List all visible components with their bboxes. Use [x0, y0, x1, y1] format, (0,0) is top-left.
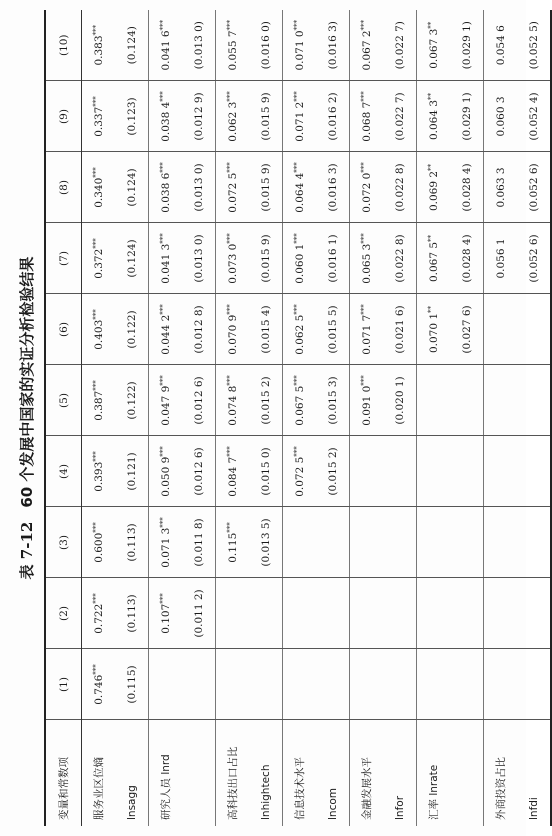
- coefficient-value: 0.074 8: [227, 385, 239, 426]
- standard-error-cell: [517, 294, 551, 365]
- standard-error-cell: (0.016 2): [316, 81, 350, 152]
- table-row-coefficient: [350, 10, 384, 826]
- standard-error-cell: (0.028 4): [450, 152, 484, 223]
- significance-stars: ***: [226, 91, 234, 102]
- table-row-coefficient: [417, 10, 451, 826]
- coefficient-value: 0.071 0: [294, 30, 306, 71]
- significance-stars: ***: [159, 233, 167, 244]
- standard-error-cell: (0.022 7): [383, 10, 417, 81]
- standard-error-cell: [316, 649, 350, 720]
- table-body: [82, 10, 552, 826]
- coefficient-cell: [149, 152, 183, 223]
- significance-stars: ***: [92, 309, 100, 320]
- standard-error-cell: (0.016 3): [316, 10, 350, 81]
- coefficient-value: 0.383: [93, 35, 105, 66]
- header-col-8: (8): [45, 152, 82, 223]
- significance-stars: ***: [159, 593, 167, 604]
- coefficient-cell: [149, 365, 183, 436]
- coefficient-cell: [149, 649, 183, 720]
- coefficient-cell: [283, 649, 317, 720]
- coefficient-cell: [82, 507, 116, 578]
- coefficient-cell: [82, 578, 116, 649]
- significance-stars: ***: [293, 375, 301, 386]
- table-row-coefficient: [484, 10, 518, 826]
- standard-error-cell: (0.012 8): [182, 294, 216, 365]
- standard-error-cell: [249, 649, 283, 720]
- coefficient-value: 0.067 2: [361, 30, 373, 71]
- row-label-code: lnfdi: [517, 720, 551, 826]
- standard-error-cell: (0.124): [115, 223, 149, 294]
- standard-error-cell: (0.012 6): [182, 436, 216, 507]
- standard-error-cell: [383, 507, 417, 578]
- coefficient-cell: [82, 81, 116, 152]
- coefficient-cell: [350, 436, 384, 507]
- coefficient-cell: [350, 507, 384, 578]
- header-col-2: (2): [45, 578, 82, 649]
- coefficient-cell: [484, 365, 518, 436]
- row-label-variable: 外商投资占比: [484, 720, 518, 826]
- standard-error-cell: [517, 507, 551, 578]
- row-label-variable: 研究人员 lnrd: [149, 720, 183, 826]
- coefficient-cell: [484, 436, 518, 507]
- regression-results-table: [44, 10, 552, 826]
- coefficient-cell: [417, 10, 451, 81]
- coefficient-value: 0.393: [93, 461, 105, 492]
- significance-stars: ***: [293, 446, 301, 457]
- coefficient-value: 0.340: [93, 177, 105, 208]
- standard-error-cell: (0.011 8): [182, 507, 216, 578]
- standard-error-cell: (0.052 5): [517, 10, 551, 81]
- significance-stars: ***: [226, 304, 234, 315]
- standard-error-cell: (0.015 9): [249, 223, 283, 294]
- coefficient-value: 0.055 7: [227, 30, 239, 71]
- coefficient-cell: [283, 365, 317, 436]
- significance-stars: **: [427, 21, 435, 29]
- table-row-standard-error: [115, 10, 149, 826]
- standard-error-cell: (0.029 1): [450, 81, 484, 152]
- coefficient-cell: [82, 365, 116, 436]
- standard-error-cell: (0.022 8): [383, 152, 417, 223]
- coefficient-value: 0.054 6: [495, 25, 507, 66]
- table-row-standard-error: [316, 10, 350, 826]
- standard-error-cell: (0.124): [115, 152, 149, 223]
- header-variable: 变量和常数项: [45, 720, 82, 826]
- row-label-variable: 服务业区位熵: [82, 720, 116, 826]
- standard-error-cell: (0.015 9): [249, 152, 283, 223]
- standard-error-cell: [249, 578, 283, 649]
- significance-stars: ***: [92, 238, 100, 249]
- significance-stars: ***: [226, 162, 234, 173]
- coefficient-value: 0.072 0: [361, 172, 373, 213]
- coefficient-cell: [82, 10, 116, 81]
- coefficient-value: 0.060 1: [294, 243, 306, 284]
- significance-stars: ***: [92, 593, 100, 604]
- coefficient-cell: [417, 436, 451, 507]
- coefficient-cell: [350, 223, 384, 294]
- coefficient-cell: [350, 649, 384, 720]
- coefficient-cell: [149, 436, 183, 507]
- significance-stars: ***: [159, 375, 167, 386]
- standard-error-cell: [450, 649, 484, 720]
- standard-error-cell: [517, 365, 551, 436]
- standard-error-cell: (0.123): [115, 81, 149, 152]
- coefficient-value: 0.071 7: [361, 314, 373, 355]
- significance-stars: ***: [360, 233, 368, 244]
- coefficient-value: 0.062 5: [294, 314, 306, 355]
- table-row-coefficient: [149, 10, 183, 826]
- coefficient-cell: [484, 294, 518, 365]
- table-row-standard-error: [450, 10, 484, 826]
- standard-error-cell: (0.020 1): [383, 365, 417, 436]
- coefficient-cell: [216, 10, 250, 81]
- significance-stars: ***: [92, 167, 100, 178]
- coefficient-value: 0.047 9: [160, 385, 172, 426]
- standard-error-cell: (0.013 5): [249, 507, 283, 578]
- coefficient-cell: [216, 81, 250, 152]
- row-label-code: [450, 720, 484, 826]
- coefficient-cell: [484, 578, 518, 649]
- standard-error-cell: (0.012 9): [182, 81, 216, 152]
- standard-error-cell: [517, 436, 551, 507]
- coefficient-value: 0.041 3: [160, 243, 172, 284]
- header-col-10: (10): [45, 10, 82, 81]
- standard-error-cell: [517, 578, 551, 649]
- coefficient-value: 0.072 5: [294, 456, 306, 497]
- standard-error-cell: (0.015 9): [249, 81, 283, 152]
- coefficient-value: 0.044 2: [160, 314, 172, 355]
- coefficient-value: 0.337: [93, 106, 105, 137]
- significance-stars: ***: [92, 96, 100, 107]
- significance-stars: **: [427, 305, 435, 313]
- coefficient-value: 0.091 0: [361, 385, 373, 426]
- row-label-variable: 高科技出口占比: [216, 720, 250, 826]
- coefficient-cell: [216, 365, 250, 436]
- coefficient-value: 0.065 3: [361, 243, 373, 284]
- standard-error-cell: (0.016 3): [316, 152, 350, 223]
- rotated-table-region: [10, 10, 540, 826]
- coefficient-value: 0.064 3: [428, 99, 440, 141]
- significance-stars: ***: [293, 233, 301, 244]
- standard-error-cell: [450, 507, 484, 578]
- standard-error-cell: [450, 436, 484, 507]
- standard-error-cell: (0.013 0): [182, 10, 216, 81]
- coefficient-value: 0.387: [93, 390, 105, 421]
- standard-error-cell: (0.015 2): [249, 365, 283, 436]
- coefficient-cell: [283, 81, 317, 152]
- row-label-code: lncom: [316, 720, 350, 826]
- standard-error-cell: [383, 649, 417, 720]
- significance-stars: ***: [226, 233, 234, 244]
- header-col-4: (4): [45, 436, 82, 507]
- coefficient-value: 0.115: [227, 532, 239, 563]
- coefficient-cell: [417, 223, 451, 294]
- table-number: 表 7-12: [18, 521, 36, 580]
- significance-stars: ***: [92, 451, 100, 462]
- table-row-standard-error: [517, 10, 551, 826]
- row-label-code: [182, 720, 216, 826]
- significance-stars: ***: [293, 91, 301, 102]
- significance-stars: ***: [159, 162, 167, 173]
- standard-error-cell: (0.113): [115, 507, 149, 578]
- standard-error-cell: (0.021 6): [383, 294, 417, 365]
- significance-stars: **: [427, 163, 435, 171]
- coefficient-value: 0.072 5: [227, 172, 239, 213]
- standard-error-cell: (0.015 5): [316, 294, 350, 365]
- significance-stars: ***: [226, 375, 234, 386]
- significance-stars: ***: [360, 162, 368, 173]
- standard-error-cell: (0.124): [115, 10, 149, 81]
- header-col-7: (7): [45, 223, 82, 294]
- significance-stars: ***: [226, 446, 234, 457]
- significance-stars: ***: [293, 162, 301, 173]
- coefficient-cell: [350, 365, 384, 436]
- coefficient-cell: [283, 152, 317, 223]
- header-col-6: (6): [45, 294, 82, 365]
- table-row-standard-error: [249, 10, 283, 826]
- coefficient-cell: [350, 578, 384, 649]
- coefficient-value: 0.071 3: [160, 527, 172, 568]
- coefficient-cell: [417, 507, 451, 578]
- coefficient-cell: [82, 294, 116, 365]
- coefficient-cell: [350, 294, 384, 365]
- coefficient-cell: [82, 223, 116, 294]
- standard-error-cell: (0.013 0): [182, 152, 216, 223]
- coefficient-value: 0.062 3: [227, 101, 239, 142]
- significance-stars: ***: [293, 304, 301, 315]
- standard-error-cell: (0.016 0): [249, 10, 283, 81]
- significance-stars: **: [427, 234, 435, 242]
- coefficient-cell: [417, 81, 451, 152]
- coefficient-cell: [350, 10, 384, 81]
- coefficient-value: 0.073 0: [227, 243, 239, 284]
- table-row-standard-error: [383, 10, 417, 826]
- coefficient-cell: [350, 152, 384, 223]
- standard-error-cell: (0.113): [115, 578, 149, 649]
- coefficient-value: 0.038 4: [160, 101, 172, 142]
- significance-stars: ***: [360, 19, 368, 31]
- standard-error-cell: [316, 507, 350, 578]
- row-label-variable: 汇率 lnrate: [417, 720, 451, 826]
- coefficient-cell: [283, 578, 317, 649]
- coefficient-value: 0.107: [160, 603, 172, 634]
- coefficient-value: 0.056 1: [495, 238, 507, 279]
- standard-error-cell: [316, 578, 350, 649]
- coefficient-cell: [216, 223, 250, 294]
- coefficient-cell: [484, 507, 518, 578]
- standard-error-cell: (0.115): [115, 649, 149, 720]
- coefficient-value: 0.071 2: [294, 101, 306, 142]
- header-col-5: (5): [45, 365, 82, 436]
- table-row-coefficient: [82, 10, 116, 826]
- coefficient-cell: [149, 294, 183, 365]
- significance-stars: ***: [226, 19, 234, 31]
- row-label-code: lnfor: [383, 720, 417, 826]
- standard-error-cell: [182, 649, 216, 720]
- coefficient-cell: [82, 152, 116, 223]
- row-label-variable: 金融发展水平: [350, 720, 384, 826]
- significance-stars: ***: [360, 304, 368, 315]
- table-row-coefficient: [216, 10, 250, 826]
- standard-error-cell: (0.028 4): [450, 223, 484, 294]
- standard-error-cell: (0.012 6): [182, 365, 216, 436]
- coefficient-value: 0.067 5: [428, 241, 440, 283]
- table-caption: [12, 10, 42, 826]
- coefficient-value: 0.070 9: [227, 314, 239, 355]
- coefficient-cell: [216, 507, 250, 578]
- standard-error-cell: (0.029 1): [450, 10, 484, 81]
- coefficient-cell: [283, 10, 317, 81]
- coefficient-cell: [484, 81, 518, 152]
- standard-error-cell: (0.013 0): [182, 223, 216, 294]
- significance-stars: ***: [159, 446, 167, 457]
- significance-stars: ***: [360, 91, 368, 102]
- table-row-coefficient: [283, 10, 317, 826]
- significance-stars: ***: [159, 91, 167, 102]
- coefficient-value: 0.372: [93, 248, 105, 279]
- coefficient-value: 0.069 2: [428, 170, 440, 212]
- standard-error-cell: (0.015 0): [249, 436, 283, 507]
- coefficient-value: 0.064 4: [294, 172, 306, 213]
- standard-error-cell: [517, 649, 551, 720]
- standard-error-cell: (0.022 8): [383, 223, 417, 294]
- coefficient-cell: [484, 649, 518, 720]
- coefficient-cell: [484, 152, 518, 223]
- coefficient-cell: [417, 365, 451, 436]
- row-label-variable: 信息技术水平: [283, 720, 317, 826]
- coefficient-cell: [283, 436, 317, 507]
- header-row: [45, 10, 82, 826]
- coefficient-cell: [417, 294, 451, 365]
- coefficient-value: 0.600: [93, 532, 105, 563]
- standard-error-cell: [450, 365, 484, 436]
- standard-error-cell: [383, 436, 417, 507]
- coefficient-value: 0.746: [93, 674, 105, 705]
- significance-stars: ***: [159, 517, 167, 528]
- coefficient-cell: [216, 578, 250, 649]
- standard-error-cell: (0.121): [115, 436, 149, 507]
- coefficient-cell: [283, 223, 317, 294]
- coefficient-value: 0.068 7: [361, 101, 373, 142]
- coefficient-cell: [283, 294, 317, 365]
- coefficient-value: 0.050 9: [160, 456, 172, 497]
- significance-stars: ***: [92, 522, 100, 533]
- standard-error-cell: [450, 578, 484, 649]
- coefficient-cell: [484, 10, 518, 81]
- significance-stars: ***: [159, 304, 167, 315]
- coefficient-cell: [149, 507, 183, 578]
- coefficient-cell: [283, 507, 317, 578]
- coefficient-cell: [216, 294, 250, 365]
- significance-stars: ***: [92, 380, 100, 391]
- standard-error-cell: (0.052 6): [517, 152, 551, 223]
- coefficient-cell: [484, 223, 518, 294]
- standard-error-cell: (0.015 3): [316, 365, 350, 436]
- standard-error-cell: (0.027 6): [450, 294, 484, 365]
- header-col-3: (3): [45, 507, 82, 578]
- significance-stars: ***: [226, 522, 234, 533]
- standard-error-cell: (0.015 2): [316, 436, 350, 507]
- coefficient-value: 0.084 7: [227, 456, 239, 497]
- standard-error-cell: (0.022 7): [383, 81, 417, 152]
- coefficient-cell: [149, 578, 183, 649]
- table-row-standard-error: [182, 10, 216, 826]
- coefficient-value: 0.060 3: [495, 96, 507, 137]
- coefficient-cell: [149, 81, 183, 152]
- coefficient-value: 0.070 1: [428, 312, 440, 354]
- row-label-code: lnhightech: [249, 720, 283, 826]
- standard-error-cell: (0.052 4): [517, 81, 551, 152]
- coefficient-value: 0.403: [93, 319, 105, 350]
- coefficient-cell: [216, 649, 250, 720]
- header-col-9: (9): [45, 81, 82, 152]
- coefficient-cell: [417, 152, 451, 223]
- coefficient-cell: [417, 649, 451, 720]
- standard-error-cell: (0.016 1): [316, 223, 350, 294]
- coefficient-cell: [216, 436, 250, 507]
- coefficient-value: 0.722: [93, 603, 105, 634]
- coefficient-cell: [149, 10, 183, 81]
- standard-error-cell: (0.052 6): [517, 223, 551, 294]
- coefficient-cell: [350, 81, 384, 152]
- coefficient-cell: [82, 649, 116, 720]
- standard-error-cell: (0.015 4): [249, 294, 283, 365]
- coefficient-cell: [149, 223, 183, 294]
- coefficient-value: 0.063 3: [495, 167, 507, 208]
- standard-error-cell: (0.122): [115, 294, 149, 365]
- significance-stars: **: [427, 92, 435, 100]
- significance-stars: ***: [159, 19, 167, 31]
- row-label-code: lnsagg: [115, 720, 149, 826]
- standard-error-cell: (0.011 2): [182, 578, 216, 649]
- coefficient-value: 0.041 6: [160, 30, 172, 71]
- coefficient-value: 0.038 6: [160, 172, 172, 213]
- standard-error-cell: (0.122): [115, 365, 149, 436]
- coefficient-cell: [82, 436, 116, 507]
- coefficient-cell: [216, 152, 250, 223]
- coefficient-cell: [417, 578, 451, 649]
- coefficient-value: 0.067 3: [428, 28, 440, 69]
- header-col-1: (1): [45, 649, 82, 720]
- coefficient-value: 0.067 5: [294, 385, 306, 426]
- standard-error-cell: [383, 578, 417, 649]
- significance-stars: ***: [92, 24, 100, 36]
- significance-stars: ***: [293, 19, 301, 31]
- significance-stars: ***: [360, 375, 368, 386]
- significance-stars: ***: [92, 664, 100, 675]
- table-title: 60 个发展中国家的实证分析检验结果: [18, 256, 36, 508]
